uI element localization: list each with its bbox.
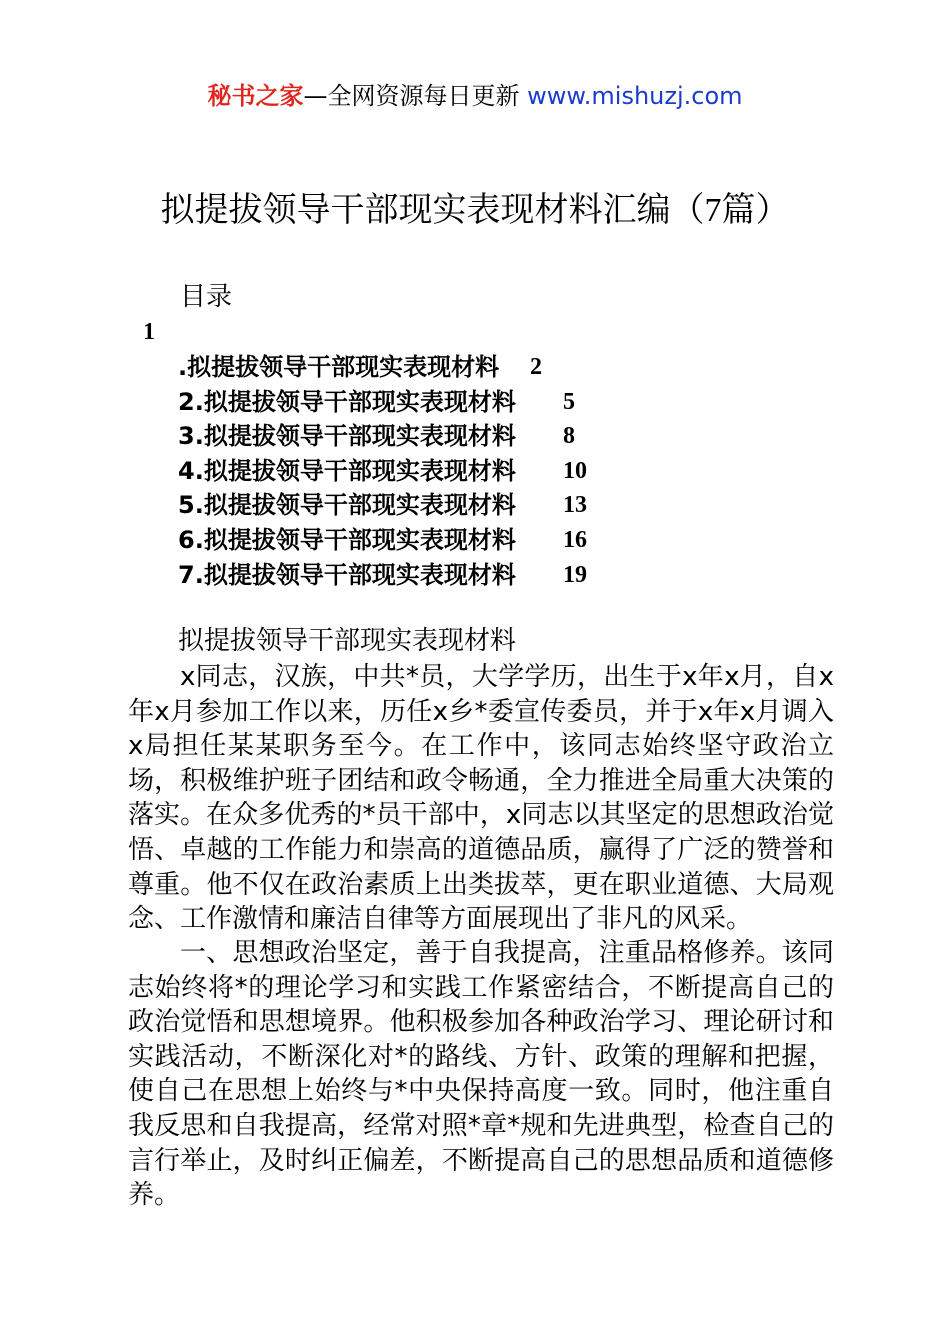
toc-item[interactable] xyxy=(178,523,598,558)
toc-item-label: 7.拟提拔领导干部现实表现材料 xyxy=(178,560,516,589)
toc-item-label: 5.拟提拔领导干部现实表现材料 xyxy=(178,491,516,520)
site-url-link[interactable]: www.mishuzj.com xyxy=(527,82,743,110)
toc-item-label: 2.拟提拔领导干部现实表现材料 xyxy=(178,387,516,416)
toc-item-page: 16 xyxy=(563,526,587,553)
site-header xyxy=(0,80,950,112)
toc-first-number: 1 xyxy=(143,319,155,345)
toc-heading: 目录 xyxy=(180,282,233,312)
toc-item-label: .拟提拔领导干部现实表现材料 xyxy=(178,353,500,381)
document-title xyxy=(0,188,950,233)
table-of-contents xyxy=(178,350,598,592)
title-prefix: 拟提拔领导干部现实表现材料汇编（ xyxy=(160,190,705,230)
body-paragraph: 一、思想政治坚定，善于自我提高，注重品格修养。该同志始终将*的理论学习和实践工作紧密结合，不断提高自己的政治觉悟和思想境界。他积极参加各种政治学习、理论研讨和实践活动，不断深化对*的路线、方针、政策的理解和把握，使自己在思想上始终与*中央保持高度一致。同时，他注重自我反思和自我提高，经常对照*章*规和先进典型，检查自己的言行举止，及时纠正偏差，不断提高自己的思想品质和道德修养。 xyxy=(128,938,834,1211)
toc-item-page: 19 xyxy=(563,561,587,588)
toc-item[interactable] xyxy=(178,350,598,385)
toc-item[interactable] xyxy=(178,558,598,593)
toc-item-page: 13 xyxy=(563,492,587,519)
toc-item-label: 4.拟提拔领导干部现实表现材料 xyxy=(178,456,516,485)
toc-item[interactable] xyxy=(178,488,598,523)
toc-item-label: 3.拟提拔领导干部现实表现材料 xyxy=(178,422,516,451)
title-suffix: 篇） xyxy=(721,190,790,230)
toc-item[interactable] xyxy=(178,454,598,489)
toc-item[interactable] xyxy=(178,385,598,420)
section-title: 拟提拔领导干部现实表现材料 xyxy=(178,626,517,656)
toc-item-page: 8 xyxy=(563,423,575,450)
brand-name: 秘书之家 xyxy=(207,82,304,110)
toc-item-page: 2 xyxy=(530,354,542,380)
toc-item-label: 6.拟提拔领导干部现实表现材料 xyxy=(178,525,516,554)
body-paragraph: x同志，汉族，中共*员，大学学历，出生于x年x月，自x年x月参加工作以来，历任x乡*委宣传委员，并于x年x月调入x局担任某某职务至今。在工作中，该同志始终坚守政治立场，积极维护班子团结和政令畅通，全力推进全局重大决策的落实。在众多优秀的*员干部中，x同志以其坚定的思想政治觉悟、卓越的工作能力和崇高的道德品质，赢得了广泛的赞誉和尊重。他不仅在政治素质上出类拔萃，更在职业道德、大局观念、工作激情和廉洁自律等方面展现出了非凡的风采。 xyxy=(128,662,834,935)
title-count: 7 xyxy=(704,192,722,229)
toc-item[interactable] xyxy=(178,419,598,454)
toc-item-page: 5 xyxy=(563,388,575,415)
header-tagline: —全网资源每日更新 xyxy=(303,82,520,110)
toc-item-page: 10 xyxy=(563,457,587,484)
